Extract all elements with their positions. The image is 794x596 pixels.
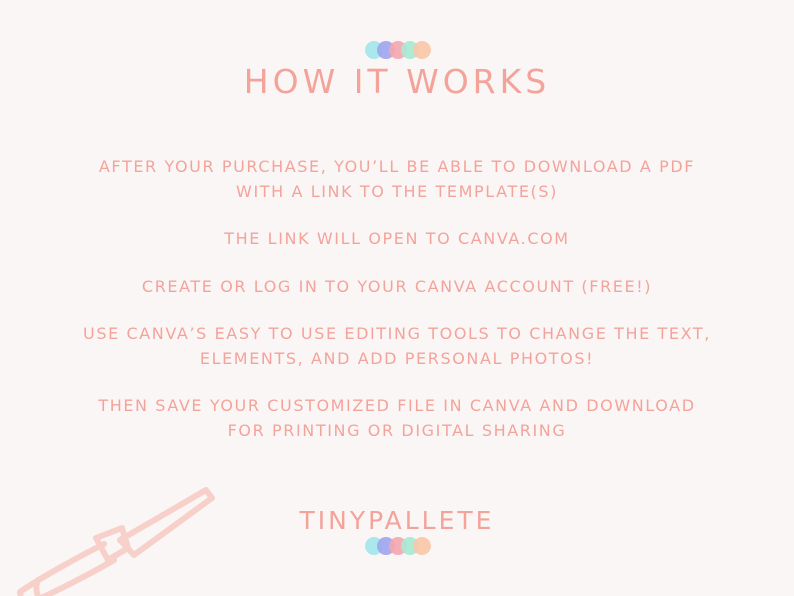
step-line: AFTER YOUR PURCHASE, YOU’LL BE ABLE TO DOWNLOAD A PDF — [98, 157, 696, 176]
step-line: THE LINK WILL OPEN TO CANVA.COM — [224, 229, 570, 248]
step-line: WITH A LINK TO THE TEMPLATE(S) — [236, 181, 558, 201]
step-item — [0, 394, 794, 443]
step-item — [0, 275, 794, 300]
color-dots-bottom — [365, 537, 431, 555]
step-item — [0, 155, 794, 204]
step-line: ELEMENTS, AND ADD PERSONAL PHOTOS! — [199, 348, 595, 368]
page-title: HOW IT WORKS — [243, 62, 551, 101]
color-dot — [413, 537, 431, 555]
steps-list — [0, 155, 794, 466]
step-line: FOR PRINTING OR DIGITAL SHARING — [227, 420, 567, 440]
step-line: CREATE OR LOG IN TO YOUR CANVA ACCOUNT (FREE!) — [141, 276, 653, 296]
color-dot — [413, 41, 431, 59]
step-item — [0, 322, 794, 371]
step-item — [0, 227, 794, 252]
color-dots-top — [365, 41, 431, 59]
step-line: THEN SAVE YOUR CUSTOMIZED FILE IN CANVA AND DOWNLOAD — [98, 396, 696, 415]
brand-name: TINYPALLETE — [299, 506, 495, 535]
step-line: USE CANVA’S EASY TO USE EDITING TOOLS TO CHANGE THE TEXT, — [83, 324, 711, 343]
